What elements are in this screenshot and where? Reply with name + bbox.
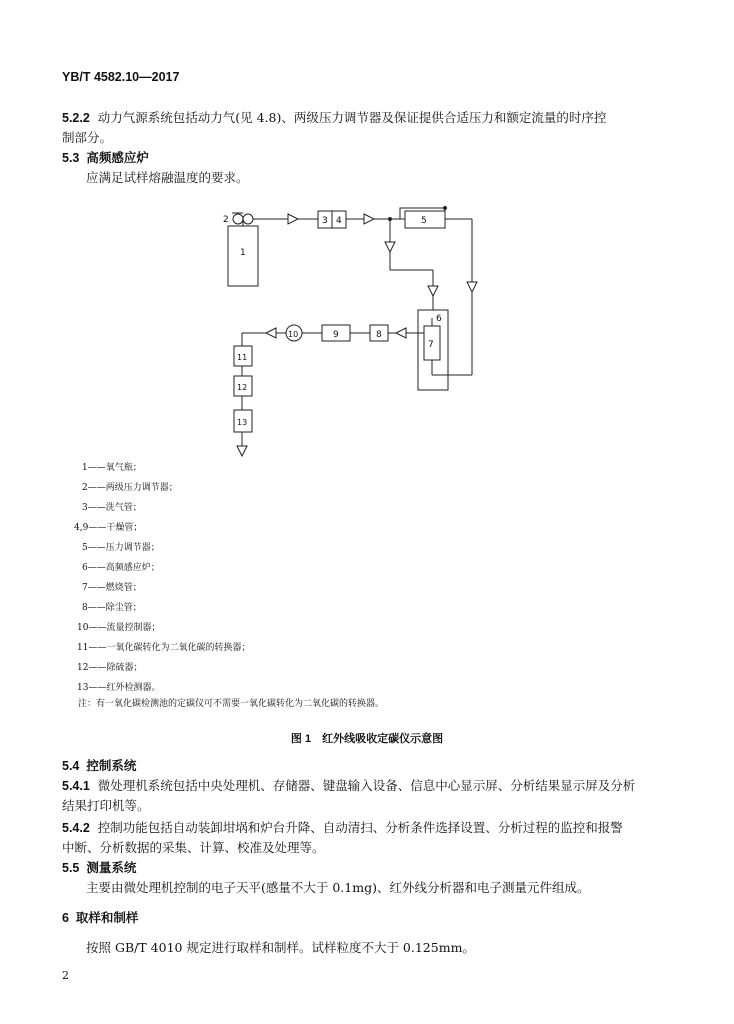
label-2: 2 [223,215,229,225]
clause-number: 5.4.2 [62,821,90,835]
flow-arrow-icon [288,214,298,224]
legend-item: 8——除尘管； [82,603,142,613]
flow-arrow-icon [364,214,374,224]
legend-item: 2——两级压力调节器； [82,483,178,493]
legend-item: 6——高频感应炉； [82,563,160,573]
label-10: 10 [288,330,299,339]
clause-text: 动力气源系统包括动力气(见 4.8)、两级压力调节器及保证提供合适压力和额定流量的时序控 [97,110,607,125]
legend-item: 4,9——干燥管； [74,523,143,533]
heading-title: 取样和制样 [75,911,139,925]
figure-note: 注：有一氧化碳检测池的定碳仪可不需要一氧化碳转化为二氧化碳的转换器。 [78,699,385,709]
flow-arrow-icon [396,328,406,338]
regulator-circle [243,214,253,224]
legend-item: 12——除硫器； [77,663,143,673]
page-number: 2 [62,969,69,982]
heading-5-4 [62,756,136,776]
legend-item: 10——流量控制器； [77,623,161,633]
heading-number: 5.5 [62,861,80,875]
clause-text: 控制功能包括自动装卸坩埚和炉台升降、自动清扫、分析条件选择设置、分析过程的监控和报警 [97,820,623,835]
flow-arrow-icon [467,282,477,292]
legend-item: 1——氧气瓶； [82,463,142,473]
legend-item: 11——一氧化碳转化为二氧化碳的转换器； [77,643,251,653]
heading-number: 5.3 [62,151,80,165]
label-9: 9 [333,330,339,340]
label-1: 1 [240,248,246,258]
junction-dot [443,206,447,210]
junction-dot [388,217,392,221]
clause-6-body: 按照 GB/T 4010 规定进行取样和制样。试样粒度不大于 0.125mm。 [86,940,475,955]
legend-item: 3——洗气管； [82,503,142,513]
clause-5-3-body: 应满足试样熔融温度的要求。 [86,170,249,185]
heading-number: 6 [62,911,69,925]
heading-number: 5.4 [62,759,80,773]
clause-5-4-1 [62,776,635,796]
label-5: 5 [421,216,427,226]
figure-caption: 图 1 红外线吸收定碳仪示意图 [290,733,444,745]
clause-5-2-2-cont: 制部分。 [62,130,113,145]
label-4: 4 [336,216,342,226]
label-6: 6 [436,314,442,324]
heading-title: 控制系统 [86,759,137,773]
legend-item: 5——压力调节器； [82,543,160,553]
legend-item: 13——红外检测器。 [77,683,161,693]
clause-number: 5.2.2 [62,111,90,125]
label-3: 3 [322,216,328,226]
label-7: 7 [428,340,434,350]
clause-5-4-2-cont: 中断、分析数据的采集、计算、校准及处理等。 [62,840,325,855]
figure-1-diagram [0,0,734,470]
standard-code: YB/T 4582.10—2017 [62,70,180,84]
label-8: 8 [376,330,382,340]
clause-5-5-body: 主要由微处理机控制的电子天平(感量不大于 0.1mg)、红外线分析器和电子测量元件组成。 [86,880,590,895]
heading-6 [62,908,138,928]
label-12: 12 [237,383,248,392]
heading-5-5 [62,858,136,878]
flow-arrow-icon [428,286,438,296]
figure-legend [0,462,734,712]
clause-number: 5.4.1 [62,779,90,793]
label-11: 11 [237,353,248,362]
regulator-circle [233,214,243,224]
clause-5-4-2 [62,818,623,838]
clause-text: 微处理机系统包括中央处理机、存储器、键盘输入设备、信息中心显示屏、分析结果显示屏及分析 [97,778,636,793]
heading-title: 高频感应炉 [86,151,149,165]
induction-furnace-box [418,310,448,390]
flow-arrow-icon [266,328,276,338]
heading-title: 测量系统 [86,861,137,875]
legend-item: 7——燃烧管； [82,583,142,593]
flow-arrow-icon [385,242,395,252]
clause-5-4-1-cont: 结果打印机等。 [62,798,150,813]
flow-arrow-icon [237,446,247,456]
label-13: 13 [237,418,248,427]
